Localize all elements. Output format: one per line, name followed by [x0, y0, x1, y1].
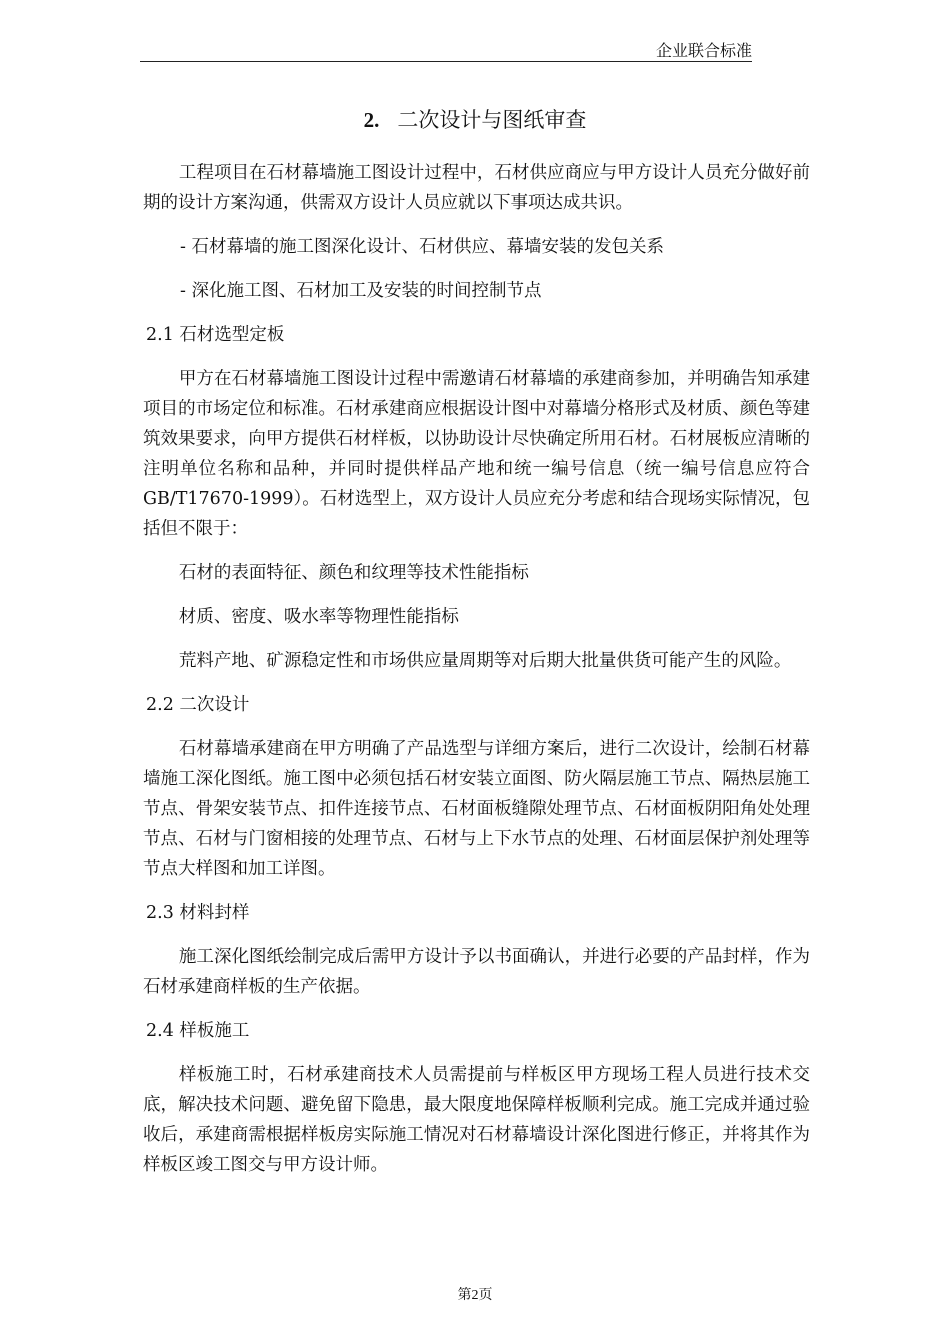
subsection-paragraph: 样板施工时，石材承建商技术人员需提前与样板区甲方现场工程人员进行技术交底，解决技术问题、避免留下隐患，最大限度地保障样板顺利完成。施工完成并通过验收后，承建商需根据样板房实际施工情况对石材幕墙设计深化图进行修正，并将其作为样板区竣工图交与甲方设计师。: [143, 1065, 810, 1175]
criteria-item: 荒料产地、矿源稳定性和市场供应量周期等对后期大批量供货可能产生的风险。: [178, 651, 792, 671]
subsection-paragraph: 甲方在石材幕墙施工图设计过程中需邀请石材幕墙的承建商参加，并明确告知承建项目的市场定位和标准。石材承建商应根据设计图中对幕墙分格形式及材质、颜色等建筑效果要求，向甲方提供石材样板，以协助设计尽快确定所用石材。石材展板应清晰的注明单位名称和品种，并同时提供样品产地和统一编号信息（统一编号信息应符合GB/T17670-1999）。石材选型上，双方设计人员应充分考虑和结合现场实际情况，包括但不限于：: [143, 369, 810, 539]
section-title-text: 二次设计与图纸审查: [397, 108, 587, 132]
subsection-heading-2-2: 2.2 二次设计: [146, 695, 250, 715]
criteria-item: 石材的表面特征、颜色和纹理等技术性能指标: [178, 563, 529, 583]
subsection-paragraph: 石材幕墙承建商在甲方明确了产品选型与详细方案后，进行二次设计，绘制石材幕墙施工深化图纸。施工图中必须包括石材安装立面图、防火隔层施工节点、隔热层施工节点、骨架安装节点、扣件连接节点、石材面板缝隙处理节点、石材面板阴阳角处处理节点、石材与门窗相接的处理节点、石材与上下水节点的处理、石材面层保护剂处理等节点大样图和加工详图。: [143, 739, 810, 879]
intro-item: - 深化施工图、石材加工及安装的时间控制节点: [180, 281, 542, 301]
header-org-name: 企业联合标准: [655, 41, 752, 60]
subsection-heading-2-1: 2.1 石材选型定板: [146, 325, 285, 345]
document-body: [143, 158, 810, 1180]
section-title: [0, 104, 950, 134]
subsection-paragraph: 施工深化图纸绘制完成后需甲方设计予以书面确认，并进行必要的产品封样，作为石材承建商样板的生产依据。: [143, 947, 810, 997]
subsection-heading-2-4: 2.4 样板施工: [146, 1021, 250, 1041]
intro-item: - 石材幕墙的施工图深化设计、石材供应、幕墙安装的发包关系: [180, 237, 664, 257]
intro-paragraph: 工程项目在石材幕墙施工图设计过程中，石材供应商应与甲方设计人员充分做好前期的设计方案沟通，供需双方设计人员应就以下事项达成共识。: [143, 163, 810, 213]
criteria-item: 材质、密度、吸水率等物理性能指标: [178, 607, 459, 627]
subsection-heading-2-3: 2.3 材料封样: [146, 903, 250, 923]
section-number: 2.: [363, 108, 380, 132]
page-header: [140, 34, 752, 62]
page-number: 第2页: [457, 1288, 493, 1303]
